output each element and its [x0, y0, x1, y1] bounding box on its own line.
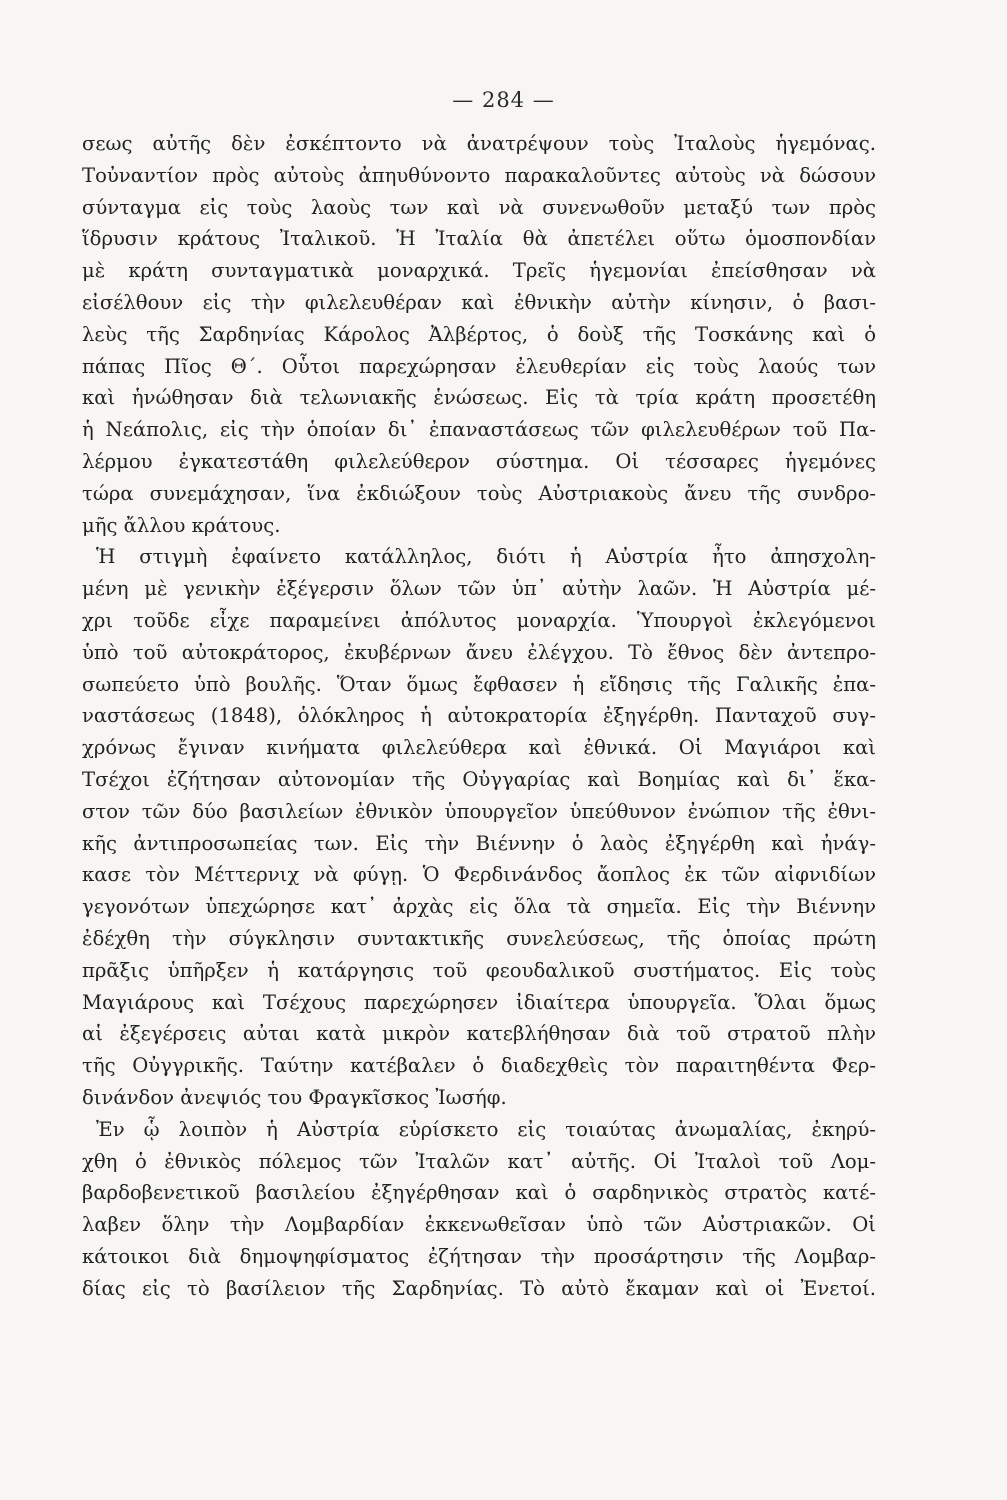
text-line: λέρμου ἐγκατεστάθη φιλελεύθερον σύστημα. Οἱ τέσσαρες ἡγεμόνες [82, 449, 876, 473]
text-line: Τοὐναντίον πρὸς αὐτοὺς ἀπηυθύνοντο παρακαλοῦντες αὐτοὺς νὰ δώσουν [82, 163, 876, 187]
text-line: κασε τὸν Μέττερνιχ νὰ φύγῃ. Ὁ Φερδινάνδος ἄοπλος ἐκ τῶν αἰφνιδίων [82, 863, 876, 887]
page-number: — 284 — [452, 88, 555, 112]
text-line: γεγονότων ὑπεχώρησε κατ᾽ ἀρχὰς εἰς ὅλα τὰ σημεῖα. Εἰς τὴν Βιέννην [82, 895, 876, 919]
text-line: εἰσέλθουν εἰς τὴν φιλελευθέραν καὶ ἐθνικὴν αὐτὴν κίνησιν, ὁ βασι- [82, 290, 876, 314]
text-line: ἡ Νεάπολις, εἰς τὴν ὁποίαν δι᾽ ἐπαναστάσεως τῶν φιλελευθέρων τοῦ Πα- [82, 418, 876, 442]
text-line: ἐδέχθη τὴν σύγκλησιν συντακτικῆς συνελεύσεως, τῆς ὁποίας πρώτη [82, 926, 876, 950]
text-line: σεως αὐτῆς δὲν ἐσκέπτοντο νὰ ἀνατρέψουν τοὺς Ἰταλοὺς ἡγεμόνας. [82, 132, 876, 155]
text-line: αἱ ἐξεγέρσεις αὐται κατὰ μικρὸν κατεβλήθησαν διὰ τοῦ στρατοῦ πλὴν [82, 1022, 876, 1046]
text-line: βαρδοβενετικοῦ βασιλείου ἐξηγέρθησαν καὶ ὁ σαρδηνικὸς στρατὸς κατέ- [82, 1181, 876, 1205]
text-line: Ἐν ᾧ λοιπὸν ἡ Αὐστρία εὑρίσκετο εἰς τοιαύτας ἀνωμαλίας, ἐκηρύ- [96, 1117, 876, 1141]
text-line: μὲ κράτη συνταγματικὰ μοναρχικά. Τρεῖς ἡγεμονίαι ἐπείσθησαν νὰ [82, 259, 876, 283]
text-line: χθη ὁ ἐθνικὸς πόλεμος τῶν Ἰταλῶν κατ᾽ αὐτῆς. Οἱ Ἰταλοὶ τοῦ Λομ- [82, 1149, 876, 1173]
text-line: σωπεύετο ὑπὸ βουλῆς. Ὅταν ὅμως ἔφθασεν ἡ εἴδησις τῆς Γαλικῆς ἐπα- [82, 672, 876, 696]
text-line: ὑπὸ τοῦ αὐτοκράτορος, ἐκυβέρνων ἄνευ ἐλέγχου. Τὸ ἔθνος δὲν ἀντεπρο- [82, 640, 876, 664]
text-line: λαβεν ὅλην τὴν Λομβαρδίαν ἐκκενωθεῖσαν ὑπὸ τῶν Αὐστριακῶν. Οἱ [82, 1213, 876, 1237]
text-line: κάτοικοι διὰ δημοψηφίσματος ἐζήτησαν τὴν προσάρτησιν τῆς Λομβαρ- [82, 1244, 876, 1268]
text-line: μένη μὲ γενικὴν ἐξέγερσιν ὅλων τῶν ὑπ᾽ αὐτὴν λαῶν. Ἡ Αὐστρία μέ- [82, 577, 876, 601]
text-line: Τσέχοι ἐζήτησαν αὐτονομίαν τῆς Οὐγγαρίας καὶ Βοημίας καὶ δι᾽ ἕκα- [82, 767, 876, 791]
body-text [82, 128, 876, 1304]
text-line: Ἡ στιγμὴ ἐφαίνετο κατάλληλος, διότι ἡ Αὐστρία ἦτο ἀπησχολη- [96, 545, 876, 569]
text-line: καὶ ἡνώθησαν διὰ τελωνιακῆς ἑνώσεως. Εἰς τὰ τρία κράτη προσετέθη [82, 386, 876, 410]
text-line: ἵδρυσιν κράτους Ἰταλικοῦ. Ἡ Ἰταλία θὰ ἀπετέλει οὕτω ὁμοσπονδίαν [82, 227, 876, 251]
text-line: δίας εἰς τὸ βασίλειον τῆς Σαρδηνίας. Τὸ αὐτὸ ἔκαμαν καὶ οἱ Ἐνετοί. [82, 1276, 876, 1300]
text-line: κῆς ἀντιπροσωπείας των. Εἰς τὴν Βιέννην ὁ λαὸς ἐξηγέρθη καὶ ἠνάγ- [82, 831, 876, 855]
text-line: χρι τοῦδε εἶχε παραμείνει ἀπόλυτος μοναρχία. Ὑπουργοὶ ἐκλεγόμενοι [82, 608, 876, 632]
text-line: τῆς Οὐγγρικῆς. Ταύτην κατέβαλεν ὁ διαδεχθεὶς τὸν παραιτηθέντα Φερ- [82, 1054, 876, 1078]
text-line: Μαγιάρους καὶ Τσέχους παρεχώρησεν ἰδιαίτερα ὑπουργεῖα. Ὅλαι ὅμως [82, 990, 876, 1014]
text-line: στον τῶν δύο βασιλείων ἐθνικὸν ὑπουργεῖον ὑπεύθυνον ἐνώπιον τῆς ἐθνι- [82, 799, 876, 823]
text-line: πρᾶξις ὑπῆρξεν ἡ κατάργησις τοῦ φεουδαλικοῦ συστήματος. Εἰς τοὺς [82, 958, 876, 982]
text-line: τώρα συνεμάχησαν, ἵνα ἐκδιώξουν τοὺς Αὐστριακοὺς ἄνευ τῆς συνδρο- [82, 481, 876, 505]
text-line: πάπας Πῖος Θ΄. Οὗτοι παρεχώρησαν ἐλευθερίαν εἰς τοὺς λαούς των [82, 354, 876, 378]
text-line: λεὺς τῆς Σαρδηνίας Κάρολος Ἀλβέρτος, ὁ δοὺξ τῆς Τοσκάνης καὶ ὁ [82, 322, 876, 346]
text-line: μῆς ἄλλου κράτους. [82, 513, 281, 537]
text-line: ναστάσεως (1848), ὁλόκληρος ἡ αὐτοκρατορία ἐξηγέρθη. Πανταχοῦ συγ- [82, 704, 876, 728]
text-line: δινάνδον ἀνεψιός του Φραγκῖσκος Ἰωσήφ. [82, 1085, 507, 1109]
text-line: χρόνως ἔγιναν κινήματα φιλελεύθερα καὶ ἐθνικά. Οἱ Μαγιάροι καὶ [82, 736, 876, 760]
text-line: σύνταγμα εἰς τοὺς λαοὺς των καὶ νὰ συνενωθοῦν μεταξύ των πρὸς [82, 195, 876, 219]
